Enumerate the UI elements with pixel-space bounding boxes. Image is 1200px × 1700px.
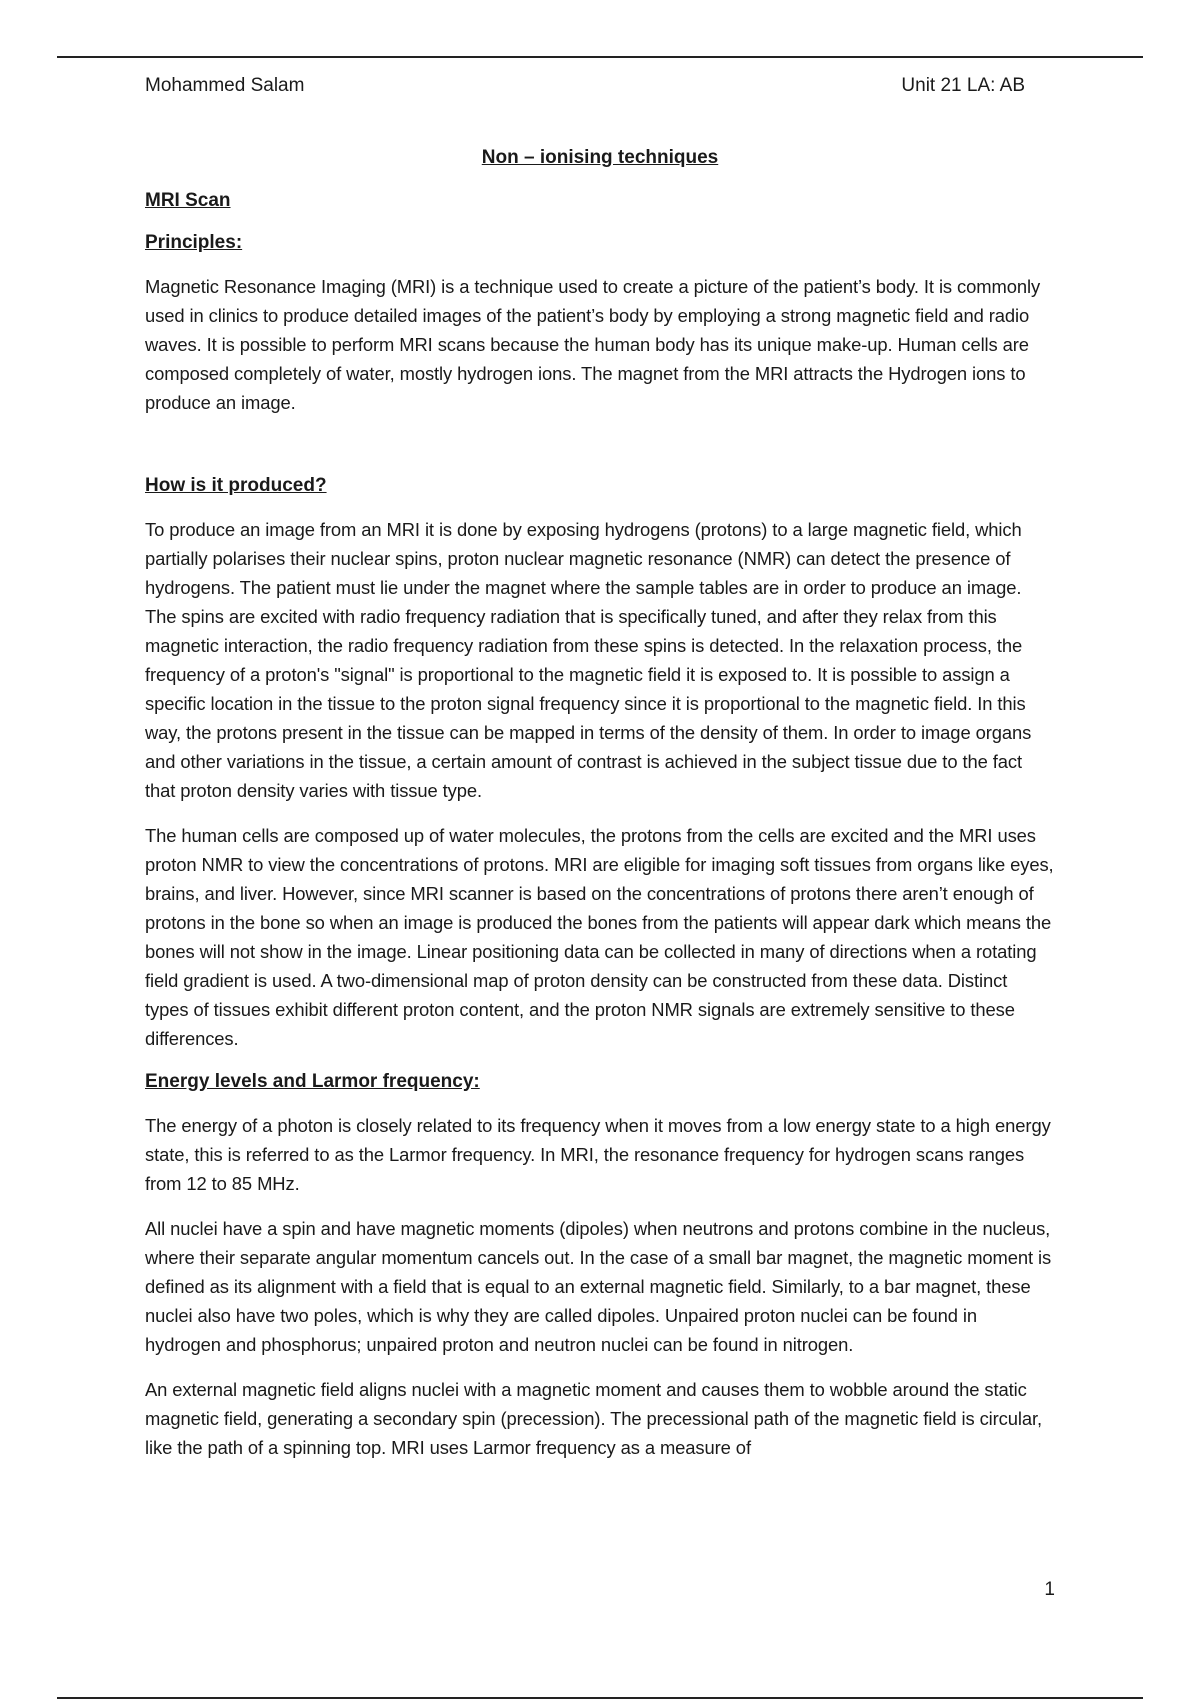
page-number: 1 [1044, 1579, 1055, 1600]
paragraph-production-2: The human cells are composed up of water molecules, the protons from the cells are excited and the MRI uses proton NMR to view the concentrations of protons. MRI are eligible for imaging soft tissues from organs like eyes, brains, and liver. However, since MRI scanner is based on the concentrations of protons there aren’t enough of protons in the bone so when an image is produced the bones from the patients will appear dark which means the bones will not show in the image. Linear positioning data can be collected in many of directions when a rotating field gradient is used. A two-dimensional map of proton density can be constructed from these data. Distinct types of tissues exhibit different proton content, and the proton NMR signals are extremely sensitive to these differences. [145, 825, 1054, 1049]
unit-label: Unit 21 LA: AB [901, 75, 1025, 96]
paragraph-principles-1: Magnetic Resonance Imaging (MRI) is a technique used to create a picture of the patient’s body. It is commonly used in clinics to produce detailed images of the patient’s body by employing a strong magnetic field and radio waves. It is possible to perform MRI scans because the human body has its unique make-up. Human cells are composed completely of water, mostly hydrogen ions. The magnet from the MRI attracts the Hydrogen ions to produce an image. [145, 276, 1041, 413]
document-body [145, 145, 1055, 1478]
heading-principles: Principles: [145, 232, 243, 253]
footer-rule [57, 1697, 1143, 1699]
paragraph-energy-1: The energy of a photon is closely related to its frequency when it moves from a low energy state to a high energy state, this is referred to as the Larmor frequency. In MRI, the resonance frequency for hydrogen scans ranges from 12 to 85 MHz. [145, 1115, 1051, 1194]
paragraph-production-1: To produce an image from an MRI it is done by exposing hydrogens (protons) to a large magnetic field, which partially polarises their nuclear spins, proton nuclear magnetic resonance (NMR) can detect the presence of hydrogens. The patient must lie under the magnet where the sample tables are in order to produce an image. The spins are excited with radio frequency radiation that is specifically tuned, and after they relax from this magnetic interaction, the radio frequency radiation from these spins is detected. In the relaxation process, the frequency of a proton's "signal" is proportional to the magnetic field it is exposed to. It is possible to assign a specific location in the tissue to the proton signal frequency since it is proportional to the magnetic field. In this way, the protons present in the tissue can be mapped in terms of the density of them. In order to image organs and other variations in the tissue, a certain amount of contrast is achieved in the subject tissue due to the fact that proton density varies with tissue type. [145, 519, 1032, 801]
header-rule [57, 56, 1143, 58]
heading-energy-larmor: Energy levels and Larmor frequency: [145, 1071, 480, 1092]
author-name: Mohammed Salam [145, 75, 305, 96]
heading-how-produced: How is it produced? [145, 475, 327, 496]
section-title-mri-scan: MRI Scan [145, 190, 231, 211]
paragraph-energy-3: An external magnetic field aligns nuclei with a magnetic moment and causes them to wobble around the static magnetic field, generating a secondary spin (precession). The precessional path of the magnetic field is circular, like the path of a spinning top. MRI uses Larmor frequency as a measure of [145, 1379, 1043, 1458]
paragraph-energy-2: All nuclei have a spin and have magnetic moments (dipoles) when neutrons and protons combine in the nucleus, where their separate angular momentum cancels out. In the case of a small bar magnet, the magnetic moment is defined as its alignment with a field that is equal to an external magnetic field. Similarly, to a bar magnet, these nuclei also have two poles, which is why they are called dipoles. Unpaired proton nuclei can be found in hydrogen and phosphorus; unpaired proton and neutron nuclei can be found in nitrogen. [145, 1218, 1052, 1355]
document-title: Non – ionising techniques [481, 147, 719, 168]
